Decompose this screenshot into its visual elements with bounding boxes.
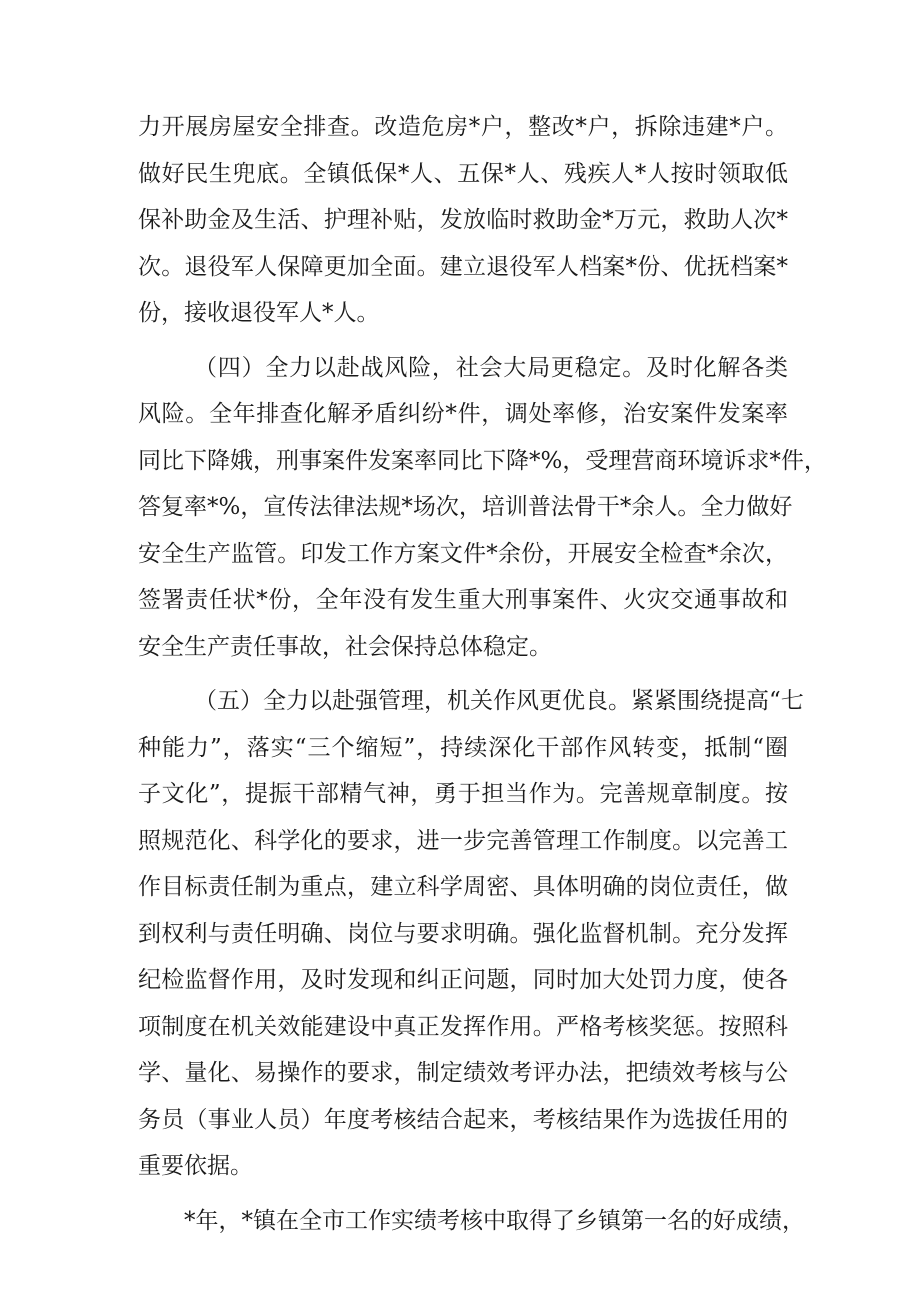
text-line: 到权利与责任明确、岗位与要求明确。强化监督机制。充分发挥: [138, 920, 788, 947]
text-line: 答复率*%，宣传法律法规*场次，培训普法骨干*余人。全力做好: [138, 494, 793, 520]
text-line: 作目标责任制为重点，建立科学周密、具体明确的岗位责任，做: [138, 874, 788, 900]
paragraph-gap: [138, 1190, 788, 1198]
paragraph-2: [138, 345, 827, 671]
text-line: 安全生产责任事故，社会保持总体稳定。: [138, 633, 552, 660]
document-body: [138, 104, 827, 1244]
text-line: 做好民生兜底。全镇低保*人、五保*人、残疾人*人按时领取低: [138, 160, 788, 187]
text-line: 同比下降娥，刑事案件发案率同比下降*%，受理营商环境诉求*件，: [138, 447, 827, 474]
text-line: 务员（事业人员）年度考核结合起来，考核结果作为选拔任用的: [138, 1106, 788, 1133]
text-line: 份，接收退役军人*人。: [138, 300, 380, 326]
paragraph-4: [138, 1198, 805, 1245]
text-line: 签署责任状*份，全年没有发生重大刑事案件、火灾交通事故和: [138, 587, 788, 613]
text-line: 学、量化、易操作的要求，制定绩效考评办法，把绩效考核与公: [138, 1060, 788, 1086]
text-line: （四）全力以赴战风险，社会大局更稳定。及时化解各类: [194, 354, 788, 381]
text-line: 次。退役军人保障更加全面。建立退役军人档案*份、优抚档案*: [138, 253, 788, 280]
text-line: 种能力”，落实“三个缩短”，持续深化干部作风转变，抵制“圈: [138, 734, 788, 761]
text-line: 重要依据。: [138, 1153, 253, 1179]
paragraph-gap: [138, 337, 788, 345]
text-line: 照规范化、科学化的要求，进一步完善管理工作制度。以完善工: [138, 827, 788, 854]
paragraph-1: [138, 104, 788, 337]
text-line: 安全生产监管。印发工作方案文件*余份，开展安全检查*余次，: [138, 540, 788, 567]
text-line: 风险。全年排查化解矛盾纠纷*件，调处率修，治安案件发案率: [138, 401, 788, 427]
text-line: *年，*镇在全市工作实绩考核中取得了乡镇第一名的好成绩，: [184, 1207, 805, 1234]
text-line: 纪检监督作用，及时发现和纠正问题，同时加大处罚力度，使各: [138, 967, 788, 993]
paragraph-3: [138, 678, 804, 1190]
text-line: （五）全力以赴强管理，机关作风更优良。紧紧围绕提高“七: [194, 688, 804, 714]
text-line: 力开展房屋安全排查。改造危房*户，整改*户，拆除违建*户。: [138, 114, 788, 140]
text-line: 项制度在机关效能建设中真正发挥作用。严格考核奖惩。按照科: [138, 1013, 788, 1040]
paragraph-gap: [138, 670, 788, 678]
text-line: 子文化”，提振干部精气神，勇于担当作为。完善规章制度。按: [138, 781, 788, 807]
text-line: 保补助金及生活、护理补贴，发放临时救助金*万元，救助人次*: [138, 207, 788, 233]
